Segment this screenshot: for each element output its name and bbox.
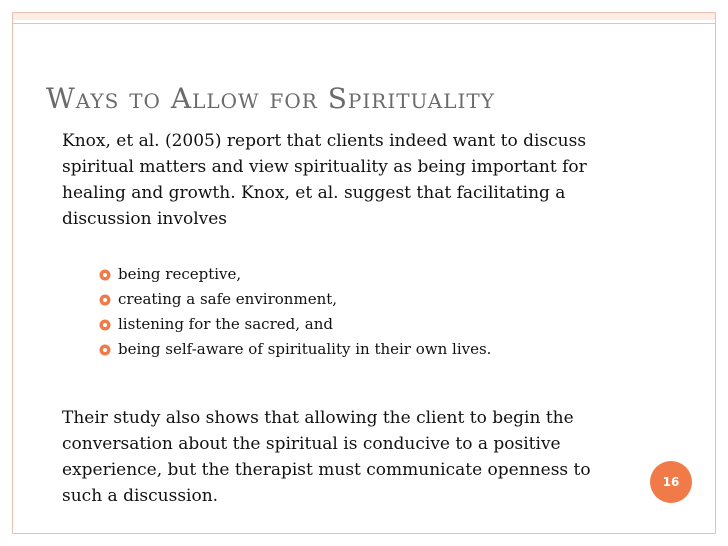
slide-title: Ways to Allow for Spirituality <box>46 82 495 115</box>
bullet-icon <box>98 318 112 332</box>
bullet-icon <box>98 293 112 307</box>
bullet-item <box>98 262 618 287</box>
bullet-icon <box>98 343 112 357</box>
bullet-icon <box>98 268 112 282</box>
bullet-item <box>98 312 618 337</box>
bullet-text: creating a safe environment, <box>118 290 338 308</box>
bullet-text: being self-aware of spirituality in their own lives. <box>118 340 492 358</box>
bullet-item <box>98 287 618 312</box>
bullet-item <box>98 337 618 362</box>
conclusion-paragraph: Their study also shows that allowing the client to begin the conversation about the spiritual is conducive to a positive experience, but the therapist must communicate openness to such a discussion. <box>62 408 591 506</box>
page-number-badge: 16 <box>650 461 692 503</box>
intro-paragraph: Knox, et al. (2005) report that clients indeed want to discuss spiritual matters and view spirituality as being important for healing and growth. Knox, et al. suggest that facilitating a discussion involves <box>62 131 587 229</box>
bullet-list <box>98 262 618 362</box>
bullet-text: listening for the sacred, and <box>118 315 333 333</box>
bullet-text: being receptive, <box>118 265 242 283</box>
